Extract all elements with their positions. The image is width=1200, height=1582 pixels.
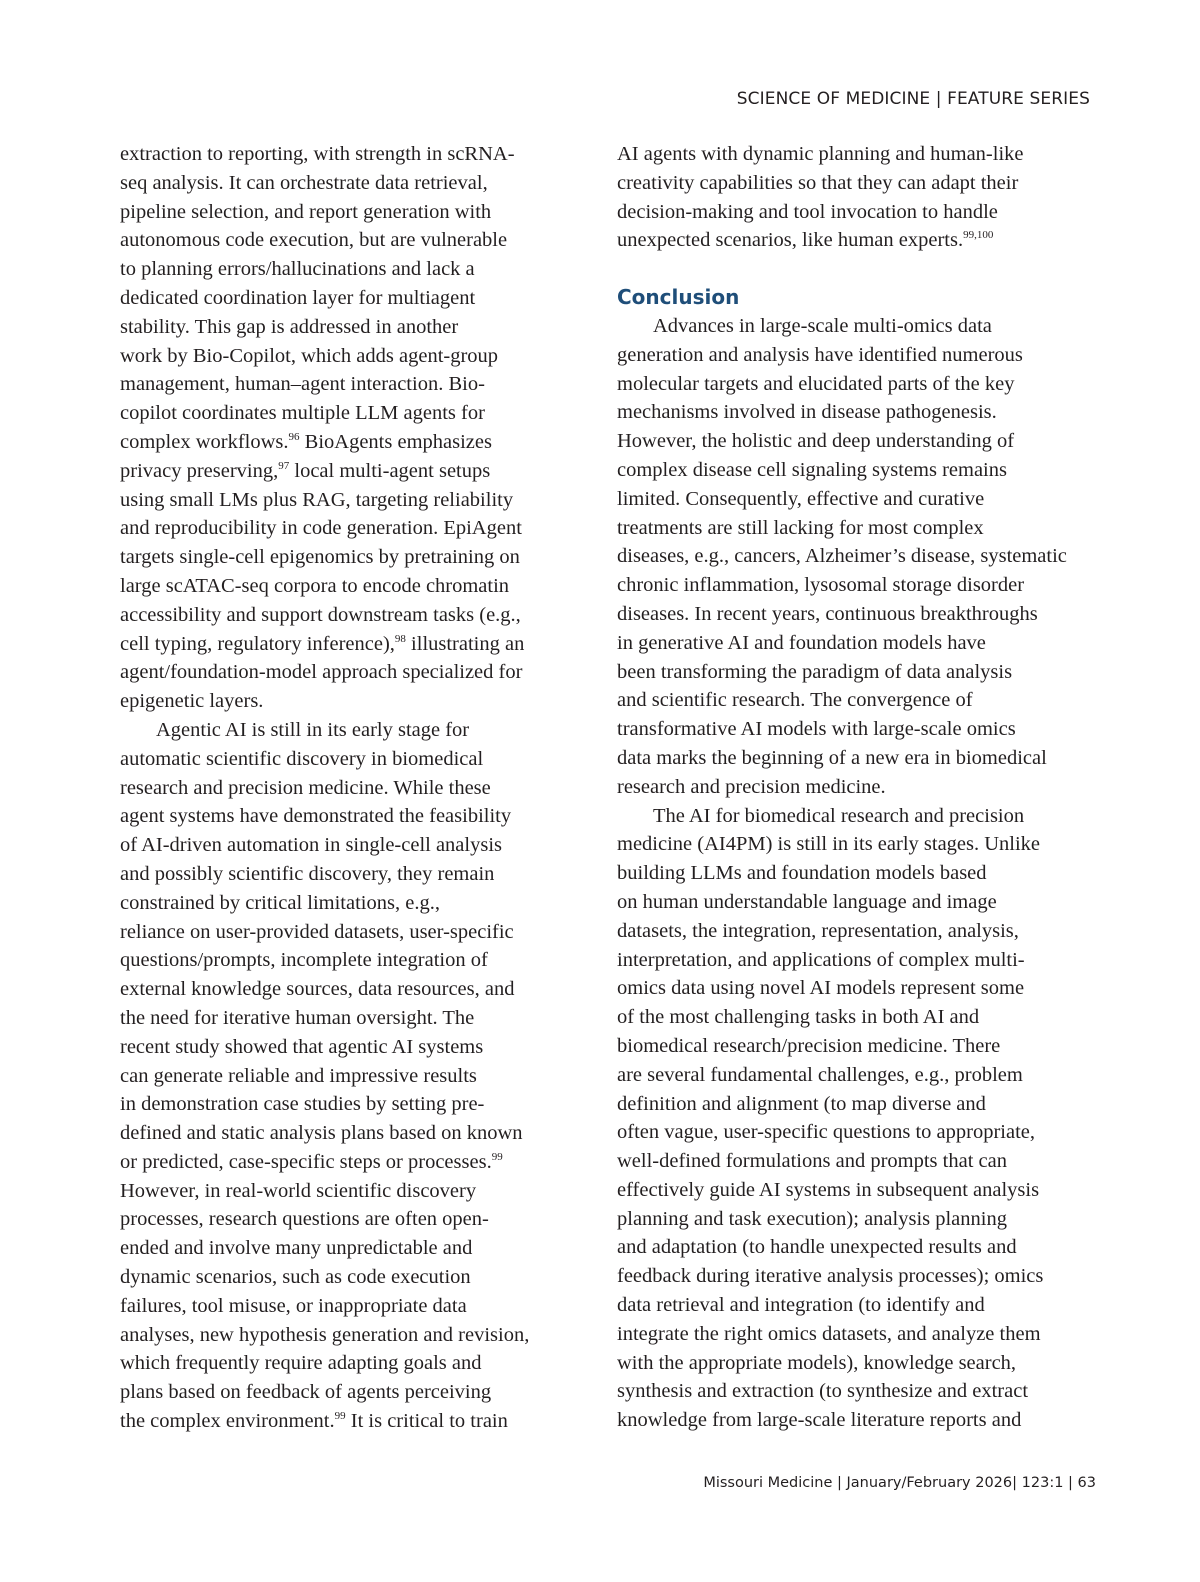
body-line: targets single-cell epigenomics by pretraining on — [120, 546, 520, 569]
body-line: data marks the beginning of a new era in biomedical — [617, 746, 1047, 769]
body-line: biomedical research/precision medicine. There — [617, 1034, 1001, 1057]
body-line: analyses, new hypothesis generation and revision, — [120, 1323, 530, 1346]
body-line: plans based on feedback of agents perceiving — [120, 1381, 492, 1404]
line-text: the complex environment. — [120, 1410, 335, 1433]
body-line: management, human–agent interaction. Bio- — [120, 373, 485, 396]
volume-issue: 123:1 — [1021, 1475, 1064, 1491]
footer-separator: | — [1012, 1475, 1022, 1491]
body-line: extraction to reporting, with strength in scRNA- — [120, 143, 515, 165]
paragraph-first-line: The AI for biomedical research and precision — [653, 804, 1025, 827]
body-line: can generate reliable and impressive results — [120, 1064, 477, 1087]
page-number: 63 — [1077, 1475, 1096, 1491]
body-line: of the most challenging tasks in both AI and — [617, 1006, 980, 1029]
body-line — [120, 457, 580, 486]
body-line: creativity capabilities so that they can adapt their — [617, 171, 1019, 194]
body-line: reliance on user-provided datasets, user-specific — [120, 920, 514, 943]
body-line: medicine (AI4PM) is still in its early stages. Unlike — [617, 833, 1041, 856]
body-line: integrate the right omics datasets, and analyze them — [617, 1322, 1041, 1345]
body-line: building LLMs and foundation models based — [617, 862, 987, 885]
body-line: automatic scientific discovery in biomedical — [120, 747, 484, 770]
body-line: effectively guide AI systems in subsequent analysis — [617, 1178, 1040, 1201]
body-line: feedback during iterative analysis processes); omics — [617, 1265, 1044, 1288]
body-line: synthesis and extraction (to synthesize and extract — [617, 1380, 1029, 1403]
body-line: in demonstration case studies by setting pre- — [120, 1093, 485, 1116]
running-header: SCIENCE OF MEDICINE | FEATURE SERIES — [736, 89, 1090, 109]
line-text: complex workflows. — [120, 430, 289, 453]
body-line: are several fundamental challenges, e.g., problem — [617, 1063, 1023, 1086]
body-line: and possibly scientific discovery, they remain — [120, 862, 495, 885]
body-line: agent systems have demonstrated the feasibility — [120, 805, 512, 828]
body-line: and scientific research. The convergence of — [617, 689, 973, 712]
body-line: often vague, user-specific questions to appropriate, — [617, 1121, 1035, 1144]
body-line: AI agents with dynamic planning and human-like — [617, 143, 1024, 165]
body-line: constrained by critical limitations, e.g., — [120, 891, 440, 914]
body-line: to planning errors/hallucinations and lack a — [120, 258, 475, 281]
issue-date: January/February 2026 — [846, 1475, 1013, 1491]
body-line: diseases, e.g., cancers, Alzheimer’s disease, systematic — [617, 545, 1067, 568]
body-line — [120, 1407, 580, 1436]
body-line: been transforming the paradigm of data analysis — [617, 660, 1013, 683]
body-line — [617, 226, 1097, 255]
body-line: large scATAC-seq corpora to encode chromatin — [120, 574, 510, 597]
body-line: and adaptation (to handle unexpected results and — [617, 1236, 1017, 1259]
line-text: BioAgents emphasizes — [299, 430, 492, 453]
line-text: unexpected scenarios, like human experts. — [617, 229, 964, 252]
body-line: stability. This gap is addressed in another — [120, 315, 459, 338]
body-line: complex disease cell signaling systems remains — [617, 458, 1007, 481]
body-line: transformative AI models with large-scale omics — [617, 718, 1016, 741]
body-line: datasets, the integration, representation, analysis, — [617, 919, 1019, 942]
body-line — [120, 630, 580, 659]
journal-name: Missouri Medicine — [703, 1475, 833, 1491]
body-line: processes, research questions are often open- — [120, 1208, 489, 1231]
body-line: defined and static analysis plans based on known — [120, 1122, 523, 1145]
body-line — [120, 428, 580, 457]
body-line: of AI-driven automation in single-cell analysis — [120, 834, 503, 857]
body-line: molecular targets and elucidated parts of the key — [617, 372, 1015, 395]
body-line: recent study showed that agentic AI systems — [120, 1035, 484, 1058]
body-line: generation and analysis have identified numerous — [617, 343, 1023, 366]
body-line: treatments are still lacking for most complex — [617, 516, 984, 539]
paragraph-first-line: Advances in large-scale multi-omics data — [653, 314, 992, 337]
body-line: which frequently require adapting goals and — [120, 1352, 482, 1375]
body-line: omics data using novel AI models represent some — [617, 977, 1025, 1000]
body-line: the need for iterative human oversight. The — [120, 1006, 475, 1029]
body-line: using small LMs plus RAG, targeting reliability — [120, 488, 514, 511]
body-line: dedicated coordination layer for multiagent — [120, 286, 476, 309]
body-line: work by Bio-Copilot, which adds agent-group — [120, 344, 499, 367]
body-line: chronic inflammation, lysosomal storage disorder — [617, 574, 1025, 597]
body-line: diseases. In recent years, continuous breakthroughs — [617, 602, 1038, 625]
page-footer — [703, 1475, 1096, 1491]
body-line: knowledge from large-scale literature reports and — [617, 1409, 1022, 1432]
footer-separator: | — [837, 1475, 847, 1491]
citation-ref: 99 — [491, 1150, 503, 1163]
line-text: or predicted, case-specific steps or processes. — [120, 1150, 492, 1173]
body-line: planning and task execution); analysis planning — [617, 1207, 1007, 1230]
body-line: dynamic scenarios, such as code execution — [120, 1266, 471, 1289]
left-column — [120, 140, 580, 1436]
citation-ref: 99,100 — [963, 229, 994, 242]
citation-ref: 98 — [394, 632, 406, 645]
body-line: accessibility and support downstream tasks (e.g., — [120, 603, 521, 626]
line-text: cell typing, regulatory inference), — [120, 632, 395, 655]
body-line: definition and alignment (to map diverse and — [617, 1092, 986, 1115]
body-line: ended and involve many unpredictable and — [120, 1237, 473, 1260]
section-heading-conclusion: Conclusion — [617, 285, 740, 310]
body-line: agent/foundation-model approach specialized for — [120, 661, 523, 684]
body-line: seq analysis. It can orchestrate data retrieval, — [120, 171, 488, 194]
body-line: research and precision medicine. While these — [120, 776, 491, 799]
body-line: on human understandable language and image — [617, 890, 997, 913]
citation-ref: 97 — [278, 459, 290, 472]
body-line: copilot coordinates multiple LLM agents for — [120, 402, 485, 425]
body-line: However, in real-world scientific discovery — [120, 1179, 477, 1202]
body-line: data retrieval and integration (to identify and — [617, 1294, 985, 1317]
body-line: questions/prompts, incomplete integration of — [120, 949, 488, 972]
right-column — [617, 140, 1097, 1435]
body-line: decision-making and tool invocation to handle — [617, 200, 998, 223]
body-line: mechanisms involved in disease pathogenesis. — [617, 401, 997, 424]
footer-separator: | — [1068, 1475, 1078, 1491]
body-line: epigenetic layers. — [120, 690, 264, 713]
citation-ref: 99 — [334, 1410, 346, 1423]
body-line: pipeline selection, and report generation with — [120, 200, 492, 223]
line-text: It is critical to train — [345, 1410, 508, 1433]
body-line: in generative AI and foundation models have — [617, 631, 986, 654]
body-line: and reproducibility in code generation. EpiAgent — [120, 517, 522, 540]
line-text: illustrating an — [405, 632, 525, 655]
citation-ref: 96 — [288, 430, 300, 443]
body-line: with the appropriate models), knowledge search, — [617, 1351, 1017, 1374]
line-text: local multi-agent setups — [289, 459, 491, 482]
body-line: autonomous code execution, but are vulnerable — [120, 229, 508, 252]
body-line: failures, tool misuse, or inappropriate data — [120, 1294, 467, 1317]
body-line: However, the holistic and deep understanding of — [617, 430, 1015, 453]
body-line: limited. Consequently, effective and curative — [617, 487, 985, 510]
body-line: well-defined formulations and prompts that can — [617, 1150, 1007, 1173]
line-text: privacy preserving, — [120, 459, 279, 482]
body-line: interpretation, and applications of complex multi- — [617, 948, 1025, 971]
body-line: external knowledge sources, data resources, and — [120, 978, 515, 1001]
paragraph-first-line: Agentic AI is still in its early stage for — [156, 718, 470, 741]
body-line: research and precision medicine. — [617, 775, 886, 798]
body-line — [120, 1148, 580, 1177]
